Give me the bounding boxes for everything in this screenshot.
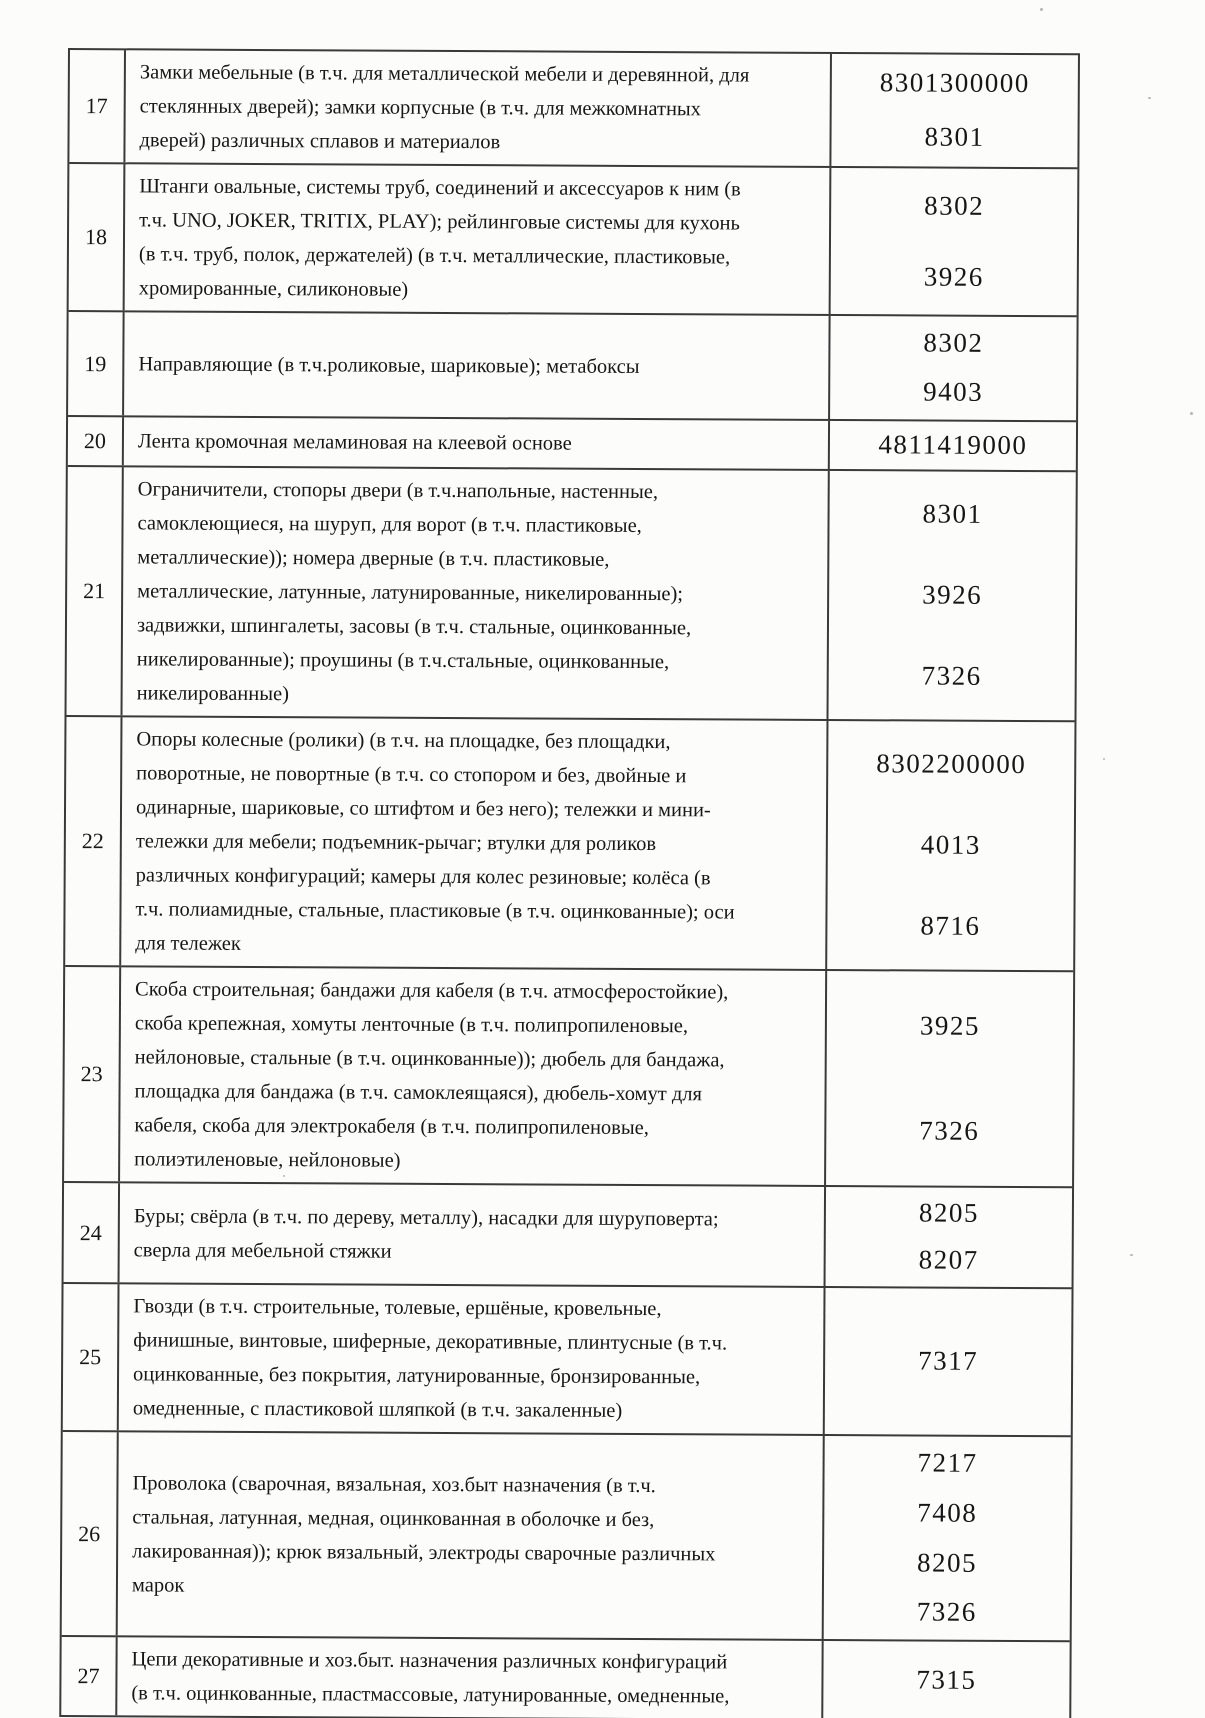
table-row bbox=[68, 310, 1077, 420]
description-cell bbox=[120, 1183, 827, 1286]
codes-cell bbox=[826, 971, 1073, 1186]
scan-speck bbox=[283, 1175, 285, 1177]
tnved-code: 4013 bbox=[920, 829, 981, 860]
description-cell bbox=[118, 1432, 825, 1639]
row-number-cell bbox=[63, 1284, 120, 1430]
row-number-cell bbox=[65, 717, 122, 965]
row-number-cell bbox=[64, 967, 121, 1181]
tnved-code: 8302 bbox=[923, 327, 984, 358]
description-cell bbox=[117, 1637, 823, 1718]
description-text: Буры; свёрла (в т.ч. по дереву, металлу), насадки для шуруповерта; сверла для мебельной стяжки bbox=[133, 1204, 719, 1263]
description-cell bbox=[124, 417, 830, 469]
codes-cell bbox=[824, 1436, 1071, 1640]
scan-speck bbox=[1040, 8, 1043, 11]
description-text: Штанги овальные, системы труб, соединений и аксессуаров к ним (в т.ч. UNO, JOKER, TRITIX, PLAY); рейлинговые системы для кухонь (в т.ч. труб, полок, держателей) (в т.ч. металлические, пластиковые, хромированные, силиконовые) bbox=[138, 175, 741, 301]
table-row bbox=[69, 162, 1078, 315]
tnved-code: 7408 bbox=[917, 1497, 978, 1528]
row-number-cell bbox=[68, 312, 125, 415]
tnved-code: 8716 bbox=[920, 910, 981, 942]
row-number: 27 bbox=[77, 1663, 100, 1689]
codes-cell bbox=[823, 1641, 1069, 1718]
table-row bbox=[61, 1635, 1069, 1718]
description-cell bbox=[120, 967, 827, 1185]
table-row bbox=[63, 1282, 1072, 1435]
row-number: 23 bbox=[80, 1061, 103, 1087]
table-row bbox=[64, 965, 1073, 1186]
table-row bbox=[68, 415, 1076, 470]
row-number: 19 bbox=[84, 350, 107, 376]
row-number: 18 bbox=[84, 224, 108, 250]
tnved-code: 8302 bbox=[924, 190, 985, 221]
tnved-code: 8301300000 bbox=[879, 67, 1030, 99]
tnved-code: 8205 bbox=[918, 1197, 979, 1228]
table-row bbox=[65, 715, 1074, 970]
row-number: 26 bbox=[78, 1520, 101, 1546]
row-number-cell bbox=[67, 467, 124, 715]
codes-cell bbox=[828, 471, 1075, 720]
description-cell bbox=[125, 164, 832, 314]
row-number-cell bbox=[62, 1432, 119, 1635]
tnved-code: 3926 bbox=[922, 579, 983, 610]
tnved-code: 8301 bbox=[924, 121, 985, 152]
scan-speck bbox=[1103, 758, 1105, 760]
scan-speck bbox=[336, 1698, 339, 1700]
tnved-code: 7217 bbox=[917, 1447, 978, 1478]
goods-codes-table bbox=[59, 48, 1080, 1718]
table-body bbox=[59, 48, 1080, 1718]
description-text: Замки мебельные (в т.ч. для металлической мебели и деревянной, для стеклянных дверей); замки корпусные (в т.ч. для межкомнатных дверей) различных сплавов и материалов bbox=[139, 61, 750, 154]
codes-cell bbox=[827, 721, 1074, 970]
row-number: 21 bbox=[83, 578, 106, 604]
codes-cell bbox=[830, 316, 1077, 420]
tnved-code: 8302200000 bbox=[876, 748, 1027, 779]
description-cell bbox=[123, 467, 830, 719]
row-number: 25 bbox=[79, 1344, 102, 1370]
scan-speck bbox=[1148, 97, 1151, 99]
description-cell bbox=[124, 312, 831, 419]
row-number: 22 bbox=[81, 828, 104, 854]
codes-cell bbox=[830, 421, 1076, 470]
codes-cell bbox=[831, 54, 1078, 167]
tnved-code: 7315 bbox=[916, 1664, 977, 1695]
description-text: Гвозди (в т.ч. строительные, толевые, ершёные, кровельные, финишные, винтовые, шиферные, декоративные, плинтусные (в т.ч. оцинкованные, без покрытия, латунированные, бронзированные, омедненные, с пластиковой шляпкой (в т.ч. закаленные) bbox=[132, 1295, 728, 1422]
table-row bbox=[67, 465, 1076, 720]
codes-cell bbox=[825, 1288, 1072, 1435]
description-text: Опоры колесные (ролики) (в т.ч. на площадке, без площадки, поворотные, не повортные (в т.ч. со стопором и без, двойные и одинарные, шариковые, со штифтом и без него); тележки и мини- тележки для мебели; подъемник-рычаг; втулки для роликов различных конфигураций; камеры для колес резиновые; колёса (в т.ч. полиамидные, стальные, пластиковые (в т.ч. оцинкованные); оси для тележек bbox=[135, 728, 735, 955]
tnved-code: 3925 bbox=[919, 1010, 980, 1041]
description-text: Проволока (сварочная, вязальная, хоз.быт назначения (в т.ч. стальная, латунная, медная, оцинкованная в оболочке и без, лакированная)); крюк вязальный, электроды сварочные различных марок bbox=[131, 1471, 716, 1597]
scan-speck bbox=[1130, 1254, 1133, 1256]
codes-cell bbox=[826, 1187, 1073, 1287]
tnved-code: 7326 bbox=[916, 1596, 977, 1628]
description-text: Лента кромочная меламиновая на клеевой основе bbox=[137, 430, 572, 455]
tnved-code: 4811419000 bbox=[878, 429, 1028, 461]
description-text: Цепи декоративные и хоз.быт. назначения различных конфигураций (в т.ч. оцинкованные, пластмассовые, латунированные, омедненные, bbox=[131, 1648, 730, 1708]
codes-cell bbox=[831, 168, 1078, 315]
description-text: Направляющие (в т.ч.роликовые, шариковые); метабоксы bbox=[138, 352, 640, 378]
description-cell bbox=[119, 1284, 826, 1434]
row-number-cell bbox=[64, 1183, 121, 1282]
description-cell bbox=[121, 717, 828, 969]
description-text: Скоба строительная; бандажи для кабеля (в т.ч. атмосферостойкие), скоба крепежная, хомуты ленточные (в т.ч. полипропиленовые, нейлоновые, стальные (в т.ч. оцинкованные)); дюбель для бандажа, площадка для бандажа (в т.ч. самоклеящаяся), дюбель-хомут для кабеля, скоба для электрокабеля (в т.ч. полипропиленовые, полиэтиленовые, нейлоновые) bbox=[134, 978, 729, 1172]
table-row bbox=[69, 50, 1078, 167]
tnved-code: 9403 bbox=[923, 376, 984, 408]
table-row bbox=[62, 1430, 1071, 1640]
row-number-cell bbox=[69, 164, 126, 310]
tnved-code: 7326 bbox=[919, 1115, 980, 1146]
tnved-code: 8205 bbox=[917, 1546, 978, 1578]
description-text: Ограничители, стопоры двери (в т.ч.напольные, настенные, самоклеющиеся, на шуруп, для ворот (в т.ч. пластиковые, металлические)); номера дверные (в т.ч. пластиковые, металлические, латунные, латунированные, никелированные); задвижки, шпингалеты, засовы (в т.ч. стальные, оцинкованные, никелированные); проушины (в т.ч.стальные, оцинкованные, никелированные) bbox=[136, 478, 692, 706]
tnved-code: 3926 bbox=[923, 261, 984, 292]
tnved-code: 7326 bbox=[921, 660, 982, 692]
row-number-cell bbox=[68, 417, 124, 465]
row-number: 20 bbox=[83, 428, 107, 454]
description-cell bbox=[125, 50, 832, 166]
tnved-code: 7317 bbox=[918, 1345, 979, 1376]
tnved-code: 8301 bbox=[922, 498, 983, 529]
row-number: 24 bbox=[79, 1219, 102, 1245]
table-row bbox=[64, 1181, 1073, 1287]
row-number-cell bbox=[69, 50, 126, 162]
tnved-code: 8207 bbox=[918, 1244, 979, 1276]
row-number: 17 bbox=[85, 93, 108, 119]
row-number-cell bbox=[61, 1637, 117, 1715]
scan-speck bbox=[1190, 412, 1193, 415]
